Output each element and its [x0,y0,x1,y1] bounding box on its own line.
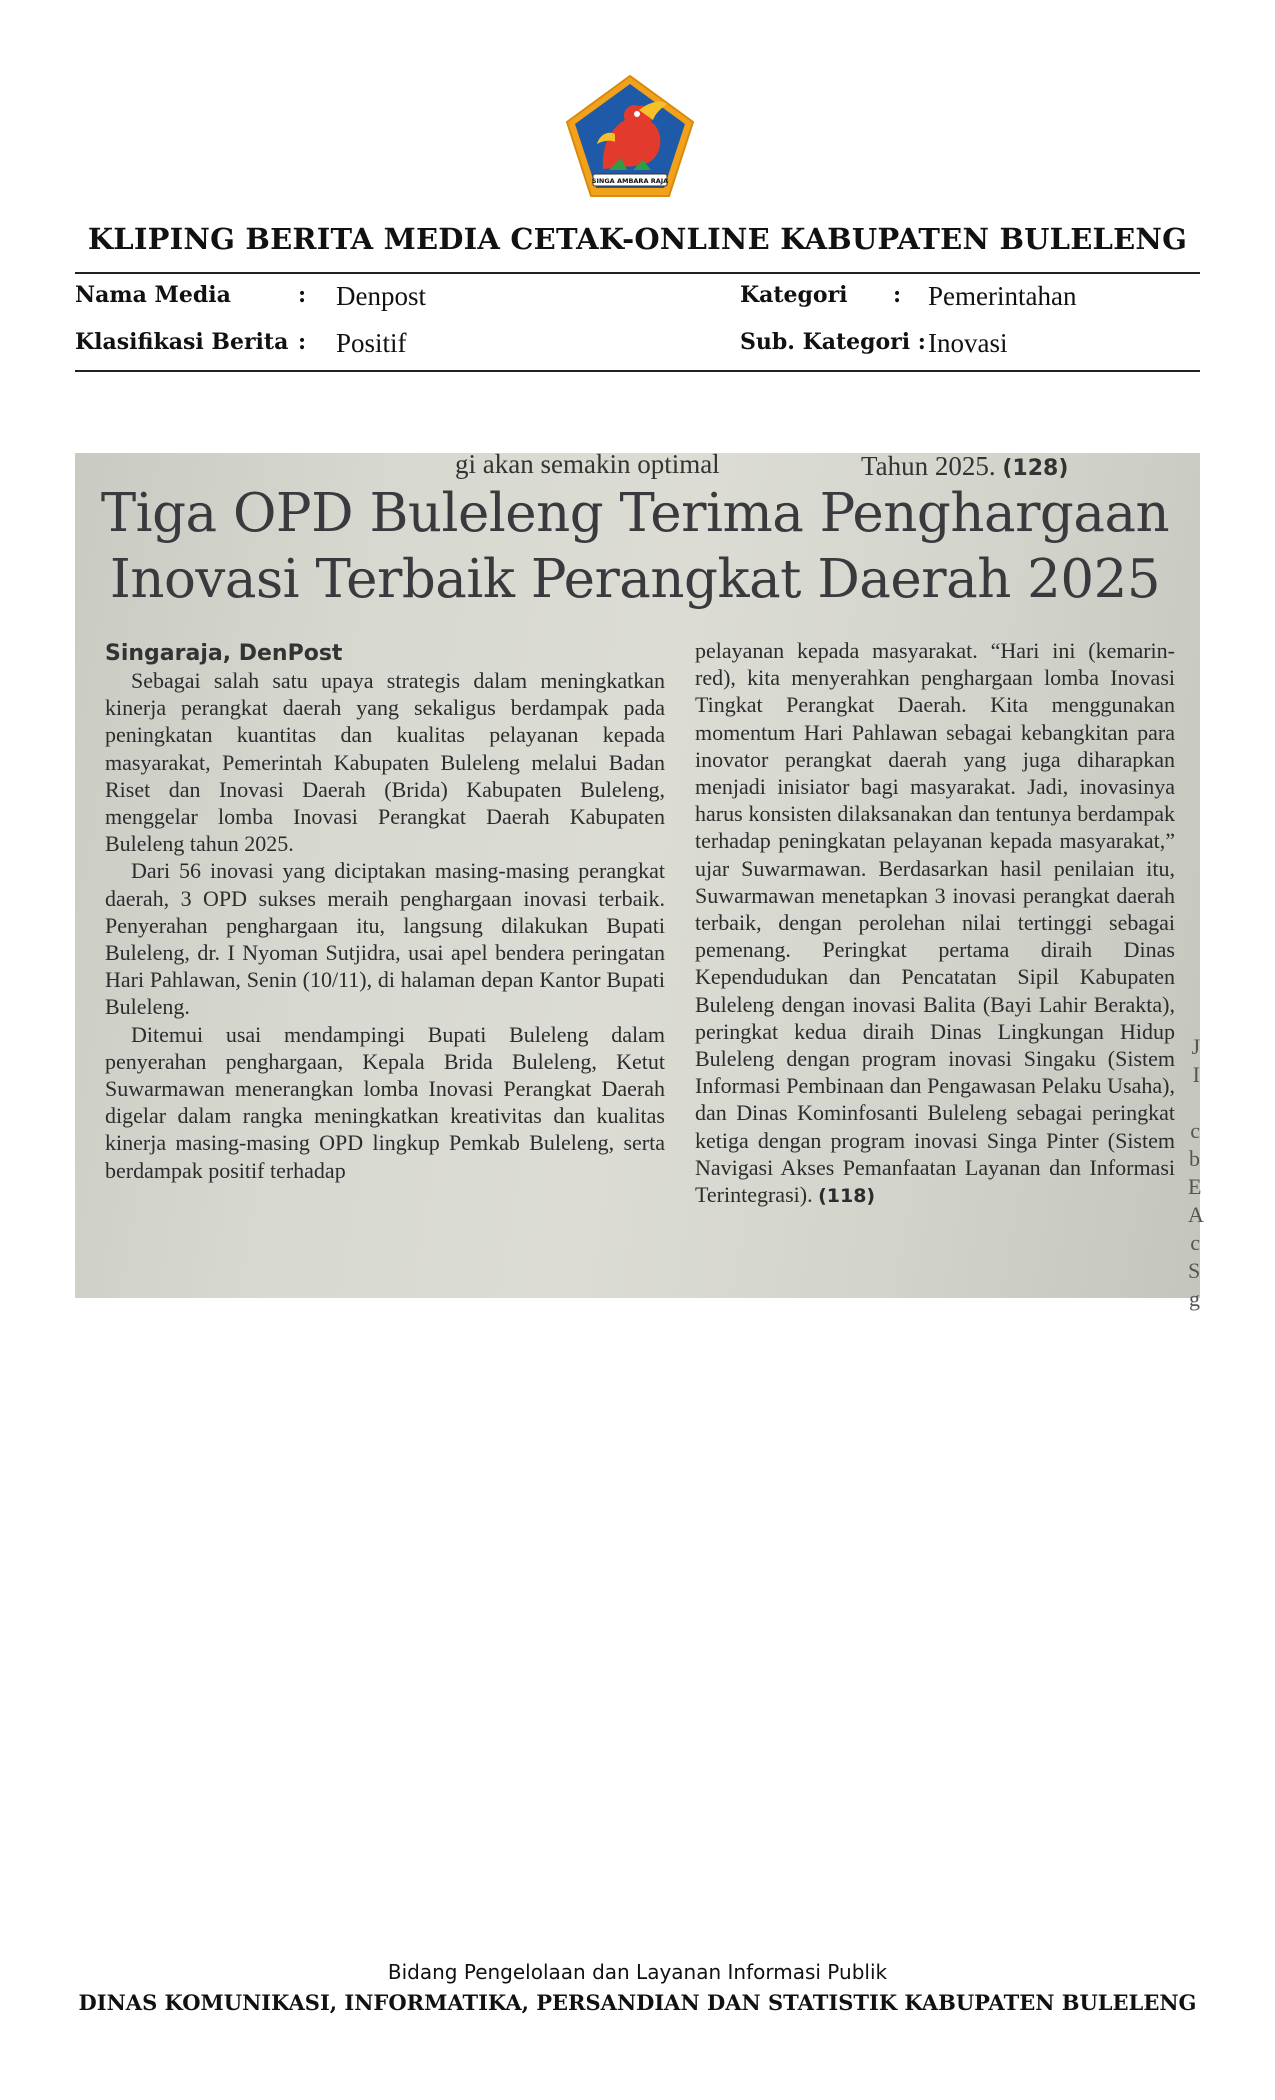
singa-ambara-raja-crest-icon [563,74,697,200]
article-column-2 [695,637,1175,1210]
footer-organization: DINAS KOMUNIKASI, INFORMATIKA, PERSANDIAN DAN STATISTIK KABUPATEN BULELENG [78,1990,1197,2015]
article-dateline: Singaraja, DenPost [105,641,343,666]
klasifikasi-colon: : [298,329,307,355]
clip-top-code: (128) [1002,456,1069,481]
edge-letter: J [1191,1034,1200,1059]
edge-letter: I [1192,1062,1200,1087]
clip-top-right-fragment: Tahun 2025. [861,451,996,481]
edge-letter: S [1188,1258,1201,1283]
logo-motto: SINGA AMBARA RAJA [591,177,669,185]
headline-line-1: Tiga OPD Buleleng Terima Penghargaan [100,483,1170,544]
article-paragraph: Sebagai salah satu upaya strategis dalam meningkatkan kinerja perangkat daerah yang sekaligus berdampak pada peningkatan kuantitas dan kualitas pelayanan kepada masyarakat, Pemerintah Kabupaten Buleleng melalui Badan Riset dan Inovasi Daerah (Brida) Kabupaten Buleleng, menggelar lomba Inovasi Perangkat Daerah Kabupaten Buleleng tahun 2025. [105,668,665,857]
article-headline [95,481,1175,613]
edge-letter: g [1189,1286,1200,1311]
clip-top-fragment: gi akan semakin optimal [455,449,720,479]
newspaper-clipping [75,449,1204,1311]
klasifikasi-label: Klasifikasi Berita [75,329,289,355]
article-column-2-text: pelayanan kepada masyarakat. “Hari ini (kemarin-red), kita menyerahkan penghargaan lomba Inovasi Tingkat Perangkat Daerah. Kita menggunakan momentum Hari Pahlawan sebagai kebangkitan para inovator perangkat daerah yang juga diharapkan menjadi inisiator bagi masyarakat. Jadi, inovasinya harus konsisten dilaksanakan dan tentunya berdampak terhadap peningkatan pelayanan kepada masyarakat,” ujar Suwarmawan. Berdasarkan hasil penilaian itu, Suwarmawan menetapkan 3 inovasi perangkat daerah terbaik, dengan perolehan nilai tertinggi sebagai pemenang. Peringkat pertama diraih Dinas Kependudukan dan Pencatatan Sipil Kabupaten Buleleng dengan inovasi Balita (Bayi Lahir Berakta), peringkat kedua diraih Dinas Lingkungan Hidup Buleleng dengan program inovasi Singaku (Sistem Informasi Pembinaan dan Pengawasan Pelaku Usaha), dan Dinas Kominfosanti Buleleng sebagai peringkat ketiga dengan program inovasi Singa Pinter (Sistem Navigasi Akses Pemanfaatan Layanan dan Informasi Terintegrasi). [695,638,1175,1208]
sub-kategori-label: Sub. Kategori : [740,329,926,355]
header-divider-bottom [75,370,1200,372]
nama-media-label: Nama Media [75,282,231,308]
clip-top-right [861,451,1068,482]
article-paragraph: Ditemui usai mendampingi Bupati Buleleng dalam penyerahan penghargaan, Kepala Brida Buleleng, Ketut Suwarmawan menerangkan lomba Inovasi Perangkat Daerah digelar dalam rangka meningkatkan kreativitas dan kualitas kinerja masing-masing OPD lingkup Pemkab Buleleng, serta berdampak positif terhadap [105,1021,665,1183]
edge-letter [1188,1089,1200,1117]
article-end-code: (118) [818,1185,876,1208]
headline-line-2: Inovasi Terbaik Perangkat Daerah 2025 [109,549,1161,610]
adjacent-column-edge [1188,1033,1204,1313]
kategori-colon: : [893,282,902,308]
kategori-value: Pemerintahan [928,281,1077,311]
footer-subtitle: Bidang Pengelolaan dan Layanan Informasi Publik [387,1960,888,1984]
header-divider-top [75,272,1200,274]
klasifikasi-value: Positif [336,328,407,358]
nama-media-value: Denpost [336,281,426,311]
edge-letter: E [1188,1174,1202,1199]
page-title: KLIPING BERITA MEDIA CETAK-ONLINE KABUPATEN BULELENG [87,222,1188,256]
edge-letter: A [1188,1202,1204,1227]
edge-letter: c [1190,1230,1200,1255]
article-column-1 [105,667,665,1184]
edge-letter: c [1190,1118,1200,1143]
article-paragraph: Dari 56 inovasi yang diciptakan masing-masing perangkat daerah, 3 OPD sukses meraih penghargaan inovasi terbaik. Penyerahan penghargaan itu, langsung dilakukan Bupati Buleleng, dr. I Nyoman Sutjidra, usai apel bendera peringatan Hari Pahlawan, Senin (10/11), di halaman depan Kantor Bupati Buleleng. [105,858,665,1020]
kategori-label: Kategori [740,282,848,308]
edge-letter: b [1189,1146,1200,1171]
nama-media-colon: : [298,282,307,308]
sub-kategori-value: Inovasi [928,328,1008,358]
